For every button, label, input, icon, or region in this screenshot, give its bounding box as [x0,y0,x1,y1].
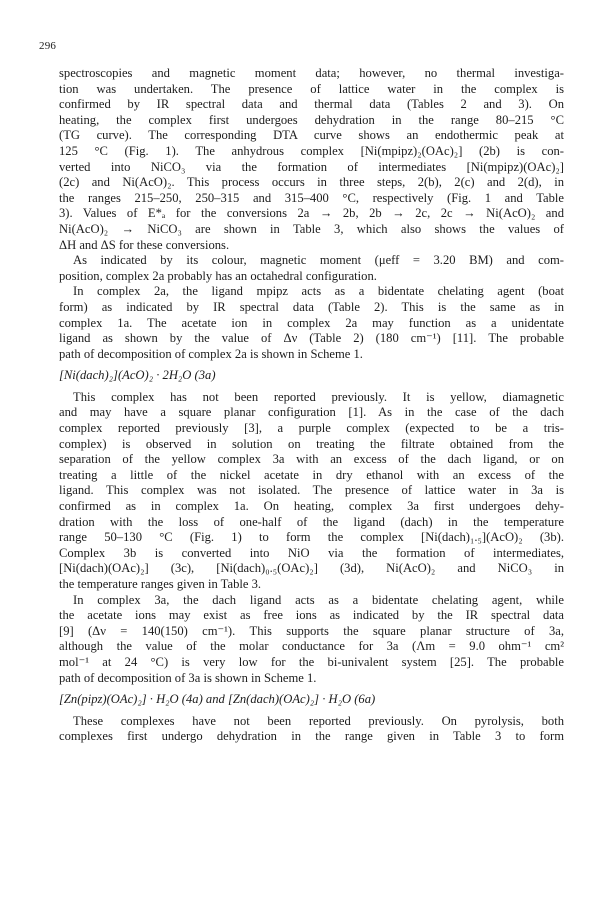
text-line: mol⁻¹ at 24 °C) is very low for the bi-univalent system [25]. The probable [59,654,564,669]
paragraph [59,66,564,253]
text-line: spectroscopies and magnetic moment data; however, no thermal investiga- [59,66,564,80]
text-line: 3). Values of E*ₐ for the conversions 2a → 2b, 2b → 2c, 2c → Ni(AcO)₂ and [59,206,564,221]
section-heading: [Zn(pipz)(OAc)₂] · H₂O (4a) and [Zn(dach)(OAc)₂] · H₂O (6a) [59,692,376,707]
text-line: Complex 3b is converted into NiO via the formation of intermediates, [59,545,564,560]
text-line: This complex has not been reported previously. It is yellow, diamagnetic [73,389,564,404]
text-line: complex 1a. The acetate ion in complex 2a may function as a unidentate [59,315,564,330]
text-line: path of decomposition of complex 2a is shown in Scheme 1. [59,346,363,361]
paragraph [59,714,564,745]
text-line: confirmed as in complex 1a. On heating, complex 3a first undergoes dehy- [59,499,564,514]
text-line: range 50–130 °C (Fig. 1) to form the complex [Ni(dach)₁.₅](AcO)₂ (3b). [59,530,564,545]
text-line: path of decomposition of 3a is shown in Scheme 1. [59,670,317,685]
text-line: 125 °C (Fig. 1). The anhydrous complex [Ni(mpipz)₂(OAc)₂] (2b) is con- [59,143,564,158]
paragraph [59,284,564,362]
text-line: heating, the complex first undergoes dehydration in the range 80–215 °C [59,112,564,127]
text-line: and may have a square planar configuration [1]. As in the case of the dach [59,405,564,420]
section-heading: [Ni(dach)₂](AcO)₂ · 2H₂O (3a) [59,368,216,383]
paragraph [59,390,564,593]
paragraph [59,253,564,284]
text-line: tion was undertaken. The presence of lattice water in the complex is [59,81,564,96]
text-line: In complex 2a, the ligand mpipz acts as a bidentate chelating agent (boat [73,284,564,299]
text-line: ligand as shown by the value of Δν (Table 2) (180 cm⁻¹) [11]. The probable [59,331,564,346]
text-line: position, complex 2a probably has an octahedral configuration. [59,268,377,283]
text-line: [9] (Δν = 140(150) cm⁻¹). This supports the square planar structure of 3a, [59,623,564,638]
text-line: These complexes have not been reported previously. On pyrolysis, both [73,713,564,728]
text-line: complex) is observed in solution on treating the filtrate obtained from the [59,436,564,451]
text-line: form) as indicated by IR spectral data (Table 2). This is the same as in [59,299,564,314]
text-line: ligand. This complex was not isolated. The presence of lattice water in 3a is [59,483,564,498]
page-number: 296 [39,40,57,52]
text-line: although the value of the molar conductance for 3a (Λm = 9.0 ohm⁻¹ cm² [59,639,564,654]
text-line: (2c) and Ni(AcO)₂. This process occurs in three steps, 2(b), 2(c) and 2(d), in [59,175,564,190]
text-line: separation of the yellow complex 3a with an excess of the dach ligand, or on [59,452,564,467]
text-line: [Ni(dach)(OAc)₂] (3c), [Ni(dach)₀.₅(OAc)₂] (3d), Ni(AcO)₂ and NiCO₃ in [59,561,564,576]
text-line: complexes first undergo dehydration in the range given in Table 3 to form [59,729,564,744]
paragraph [59,593,564,687]
text-line: ΔH and ΔS for these conversions. [59,237,230,252]
text-line: the temperature ranges given in Table 3. [59,577,262,591]
text-line: complex reported previously [3], a purple complex (expected to be a tris- [59,421,564,436]
text-line: confirmed by IR spectral data and thermal data (Tables 2 and 3). On [59,97,564,112]
text-line: the acetate ions may exist as free ions as indicated by the IR spectral data [59,608,564,623]
text-line: In complex 3a, the dach ligand acts as a bidentate chelating agent, while [73,592,564,607]
text-line: the ranges 215–250, 250–315 and 315–400 °C, respectively (Fig. 1 and Table [59,190,564,205]
text-line: Ni(AcO)₂ → NiCO₃ are shown in Table 3, which also shows the values of [59,221,564,236]
text-line: treating a little of the nickel acetate in dry ethanol with an excess of the [59,467,564,482]
text-line: (TG curve). The corresponding DTA curve shows an endothermic peak at [59,128,564,143]
article-body [59,66,564,745]
text-line: dration with the loss of one-half of the ligand (dach) in the temperature [59,514,564,529]
text-line: As indicated by its colour, magnetic moment (μeff = 3.20 BM) and com- [73,253,564,268]
text-line: verted into NiCO₃ via the formation of intermediates [Ni(mpipz)(OAc)₂] [59,159,564,174]
